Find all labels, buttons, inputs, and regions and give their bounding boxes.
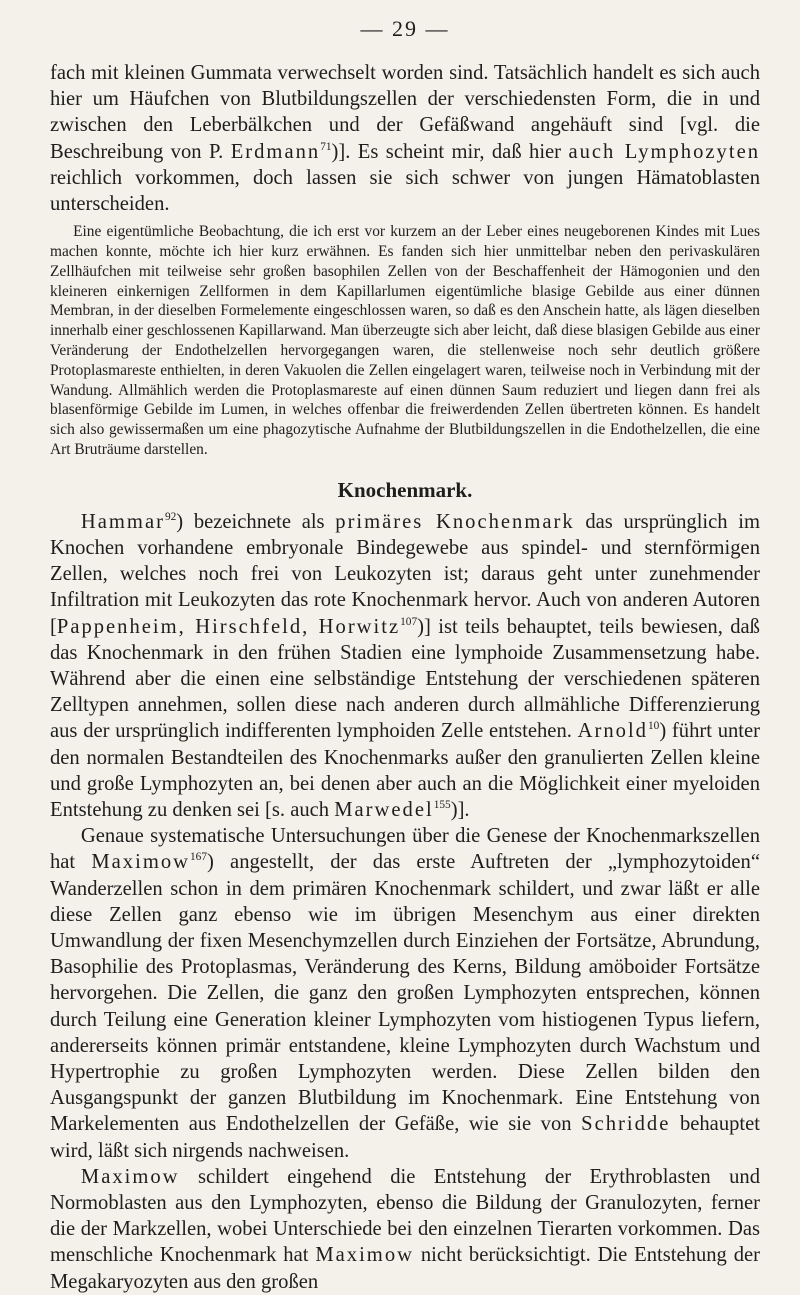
reference-number: 155 xyxy=(433,799,451,812)
paragraph-primary-bone-marrow xyxy=(50,509,760,823)
text-run: ) führt unter den normalen Bestandteilen des Knochenmarks außer den granulierten Zellen kleine und große Lymphozyten an, bei denen aber auch an die Möglichkeit einer myeloiden Entstehung zu denken sei [s. auch xyxy=(50,720,761,822)
text-run: )] ist teils behauptet, teils bewiesen, daß das Knochenmark in den frühen Stadien eine lymphoide Zusammensetzung habe. Während aber die einen eine selbständige Entstehung der verschiedenen späteren Zelltypen annehmen, sollen diese nach anderen durch allmähliche Differenzierung aus der ursprünglich indifferenten lymphoiden Zelle entstehen. xyxy=(50,615,760,743)
author-name: Maximow xyxy=(315,1244,414,1267)
emphasized-text: primäres Knochenmark xyxy=(335,510,575,533)
author-name: Marwedel xyxy=(334,799,434,822)
author-name: Erdmann xyxy=(230,140,321,163)
text-run: ) bezeichnete als xyxy=(176,510,336,533)
text-run: fach mit kleinen Gummata verwechselt worden sind. Tatsächlich handelt es sich auch hier um Häufchen von Blutbildungszellen der verschiedensten Form, die in und zwischen den Leberbälkchen und der Gefäßwand angehäuft sind [vgl. die Beschreibung von P. xyxy=(50,62,760,163)
text-run: Genaue systematische Untersuchungen über die Genese der Knochenmarkszellen hat xyxy=(50,825,760,874)
author-name: Maximow xyxy=(80,1165,180,1188)
text-run: )]. xyxy=(450,799,470,822)
paragraph-erythroblasts xyxy=(50,1164,760,1295)
author-names: Pappenheim, Hirschfeld, Horwitz xyxy=(56,615,401,638)
emphasized-text: auch Lymphozyten xyxy=(568,140,761,163)
author-name: Hammar xyxy=(80,510,165,533)
text-run: das ursprünglich im Knochen vorhandene embryonale Bindegewebe aus spindel- und sternförmigen Zellen, welches noch frei von Leukozyten ist; daraus geht unter zunehmender Infiltration mit Leukozyten das rote Knochenmark hervor. Auch von anderen Autoren [ xyxy=(50,510,761,638)
reference-number: 107 xyxy=(400,615,418,628)
small-print-observation: Eine eigentümliche Beobachtung, die ich erst vor kurzem an der Leber eines neugeborenen Kindes mit Lues machen konnte, möchte ich hier kurz erwähnen. Es fanden sich hier unmittelbar neben den perivaskulären Zellhäufchen mit teilweise sehr großen basophilen Zellen von der Beschaffenheit der Hämogonien und den kleineren einkernigen Zellformen in dem Kapillarlumen eigentümliche blasige Gebilde aus einer dünnen Membran, in der dieselben Formelemente eingeschlossen waren, so daß es den Anschein hatte, als lägen dieselben innerhalb einer geschlossenen Kapillarwand. Man überzeugte sich aber leicht, daß diese blasigen Gebilde aus einer Veränderung der Endothelzellen hervorgegangen waren, die stellenweise noch sehr deutlich größere Protoplasmareste enthielten, in deren Vakuolen die Zellen eingelagert waren, teilweise noch in Verbindung mit der Wandung. Allmählich werden die Protoplasmareste auf einen dünnen Saum reduziert und liegen dann frei als blasenförmige Gebilde im Lumen, in welches offenbar die freiwerdenden Zellen übertreten können. Es handelt sich also gewissermaßen um eine phagozytische Aufnahme der Blutbildungszellen in die Endothelzellen, die eine Art Bruträume darstellen. xyxy=(50,223,760,458)
text-run: reichlich vorkommen, doch lassen sie sich schwer von jungen Hämatoblasten unterscheiden. xyxy=(50,166,760,216)
reference-number: 167 xyxy=(190,851,208,864)
paragraph-liver-cells xyxy=(50,60,760,217)
author-name: Arnold xyxy=(577,720,648,743)
text-run: nicht berücksichtigt. Die Entstehung der Megakaryozyten aus den großen xyxy=(50,1244,760,1293)
author-name: Schridde xyxy=(581,1113,671,1136)
text-run: schildert eingehend die Entstehung der Erythroblasten und Normoblasten aus den Lymphozyten, ebenso die Bildung der Granulozyten, ferner die der Markzellen, wobei Unterschiede bei den einzelnen Tierarten vorkommen. Das menschliche Knochenmark hat xyxy=(50,1165,760,1267)
text-run: behauptet wird, läßt sich nirgends nachweisen. xyxy=(50,1113,760,1162)
paragraph-maximow-studies xyxy=(50,823,760,1164)
author-name: Maximow xyxy=(91,851,191,874)
section-heading: Knochenmark. xyxy=(337,477,473,502)
reference-number: 71 xyxy=(320,140,332,153)
text-run: ) angestellt, der das erste Auftreten der „lymphozytoiden“ Wanderzellen schon in dem primären Knochenmark schildert, und zwar läßt er alle diese Zellen ganz ebenso wie im übrigen Mesenchym aus einer direkten Umwandlung der fixen Mesenchymzellen durch Einziehen der Fortsätze, Abrundung, Basophilie des Protoplasmas, Veränderung des Kerns, Bildung amöboider Fortsätze hervorgehen. Die Zellen, die ganz den großen Lymphozyten entsprechen, können durch Teilung eine Generation kleiner Lymphozyten vom histiogenen Typus liefern, andererseits können primär entstandene, kleine Lymphozyten durch Wachstum und Hypertrophie zu großen Lymphozyten werden. Diese Zellen bilden den Ausgangspunkt der ganzen Blutbildung im Knochenmark. Eine Entstehung von Markelementen aus Endothelzellen der Gefäße, wie sie von xyxy=(50,851,760,1136)
reference-number: 92 xyxy=(164,510,177,523)
reference-number: 10 xyxy=(647,720,660,733)
text-run: )]. Es scheint mir, daß hier xyxy=(331,140,569,163)
page-number: — 29 — xyxy=(360,16,450,41)
